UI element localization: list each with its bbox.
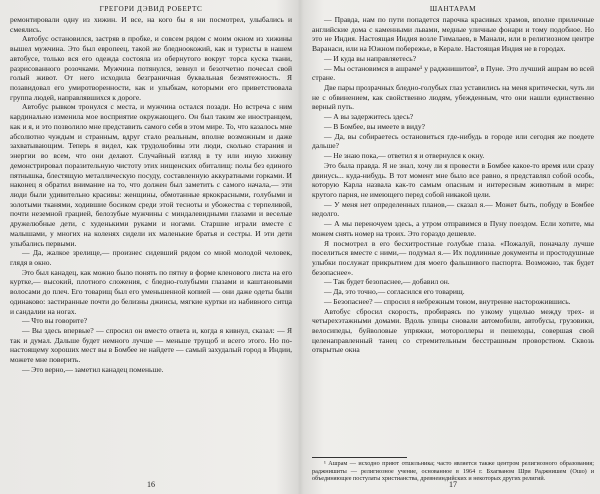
paragraph: Автобус остановился, застряв в пробке, и совсем рядом с моим окном из хижины вышел мужчина. Это был европеец, такой же бледноокожий, как и туристы в нашем автобусе, только вся его одежда состояла из обернутого вокруг торса куска ткани, разрисованного розочками. Мужчина потянулся, зевнул и безотчетно почесал свой голый живот. От него исходила безграничная буквальная безмятежность. Я позавидовал его умиротворенности, как и улыбкам, которыми его приветствовала группа людей, направлявшихся к дороге. [10, 34, 292, 102]
paragraph: — Да, вы собираетесь остановиться где-нибудь в городе или сегодня же поедете дальше? [312, 131, 594, 151]
paragraph: — Да, жалкое зрелище,— произнес сидевший рядом со мной молодой человек, глядя в окно. [10, 248, 292, 267]
paragraph: — В Бомбее, вы имеете в виду? [324, 121, 425, 131]
right-page [312, 4, 594, 490]
left-page-number: 16 [147, 480, 155, 489]
paragraph: — И куда вы направляетесь? [324, 53, 417, 63]
paragraph: — Мы остановимся в ашраме¹ у раджнишитов², в Пуне. Это лучший ашрам во всей стране. [312, 63, 594, 83]
left-page [10, 4, 292, 490]
footnote-rule [312, 457, 407, 458]
paragraph: — Не знаю пока,— ответил я и отвернулся к окну. [324, 151, 485, 161]
paragraph: ремонтировали одну из хижин. И все, на кого бы я ни посмотрел, улыбались и смеялись. [10, 15, 292, 34]
paragraph: Автобус рывком тронулся с места, и мужчина остался позади. Но встреча с ним кардинально изменила мое восприятие окружающего. Он был таким же иностранцем, как и я, и это позволило мне представить самого себя в этом мире. То, что казалось мне абсолютно чуждым и странным, вдруг стало реальным, вполне возможным и даже захватывающим. Теперь я видел, как трудолюбивы эти люди, сколько старания и энергии во всем, что они делают. Случайный взгляд в ту или иную хижину демонстрировал поразительную чистоту этих нищенских обиталищ: полы без единого пятнышка, блестящую металлическую посуду, составленную аккуратными горками. И наконец я обратил внимание на то, что должен был заметить с самого начала,— эти люди были удивительно красивы: женщины, обмотанные яркокрасными, голубыми и золотыми тканями, ходившие босиком среди этой тесноты и убожества с терпеливой, почти неземной грацией, белозубые мужчины с миндалевидными глазами и веселые дружелюбные дети, с худенькими руками и ногами. Старшие играли вместе с малышами, у многих на коленях сидели их маленькие братья и сестры. И эти дети улыбались первыми. [10, 102, 292, 248]
paragraph: Автобус сбросил скорость, пробираясь по узкому ущелью между трех- и четырехэтажными домами. Вдоль улицы сновали автомобили, автобусы, грузовики, велосипеды, буйволовые упряжки, мотороллеры и пешеходы, совершая свой целенаправленный танец со стремительным бесстрашным проворством. Сквозь открытые окна [312, 306, 594, 355]
right-running-head: ШАНТАРАМ [429, 5, 477, 13]
left-running-head: ГРЕГОРИ ДЭВИД РОБЕРТС [99, 5, 203, 13]
paragraph: — Это верно,— заметил канадец поменьше. [22, 364, 164, 374]
paragraph: Это была правда. Я не знал, хочу ли я провести в Бомбее какое-то время или сразу двинусь... куда-нибудь. В тот момент мне было все равно, я представлял собой особь, которую Карла назвала как-то самым опасным и интересным животным в мире: крутого парня, не имеющего перед собой никакой цели. [312, 160, 594, 199]
paragraph: — Так будет безопаснее,— добавил он. [324, 277, 450, 287]
paragraph: Это был канадец, как можно было понять по пятну в форме кленового листа на его куртке,— высокий, плотного сложения, с бледно-голубыми глазами и каштановыми волосами до плеч. Его товарищ был его уменьшенной копией — они даже одеты были одинаково: застиранные почти до белизны джинсы, мягкие куртки из набивного ситца и сандалии на ногах. [10, 267, 292, 316]
right-page-number: 17 [449, 480, 457, 489]
paragraph: — А вы задержитесь здесь? [324, 112, 414, 122]
paragraph: Две пары прозрачных бледно-голубых глаз уставились на меня критически, чуть ли не с обвинением, как свойственно людям, убежденным, что они нашли единственно верный путь. [312, 83, 594, 112]
paragraph: — Вы здесь впервые? — спросил он вместо ответа и, когда я кивнул, сказал: — Я так и думал. Дальше будет немного лучше — меньше трущоб и всего этого. Но по-настоящему хороших мест вы в Бомбее не найдете — самый захудалый город в Индии, можете мне поверить. [10, 326, 292, 365]
paragraph: — А мы переночуем здесь, а утром отправимся в Пуну поездом. Если хотите, мы можем снять номер на троих. Это гораздо дешевле. [312, 219, 594, 238]
left-page-text [10, 15, 292, 470]
paragraph: — Да, это точно,— согласился его товарищ. [324, 287, 465, 297]
paragraph: — Что вы говорите? [22, 316, 88, 326]
right-page-text [312, 15, 594, 455]
paragraph: Я посмотрел в его бесхитростные голубые глаза. «Пожалуй, поначалу лучше поселиться вместе с ними,— подумал я.— Их подлинные документы и простодушные улыбки послужат прикрытием для моего фальшивого паспорта. Возможно, так будет безопаснее». [312, 238, 594, 277]
paragraph: — Безопаснее? — спросил я небрежным тоном, внутренне насторожившись. [324, 296, 571, 306]
paragraph: — Правда, нам по пути попадется парочка красивых храмов, вполне приличные английские дома с каменными львами, медные уличные фонари и тому подобное. Но это не Индия. Настоящая Индия возле Гималаев, в Манали, или в религиозном центре Варанаси, или на Южном побережье, в Керале. Настоящая Индия не в городах. [312, 15, 594, 54]
footnote: ¹ Ашрам — исходно приют отшельника; часто является также центром религиозного образования; раджнишиты — религиозное учение, основанное в 1964 г. Бхагваном Шри Раджнишем (Ошо) и объединяющее постулаты христианства, древнеиндийских и некоторых других религий. [312, 460, 594, 483]
paragraph: — У меня нет определенных планов,— сказал я.— Может быть, побуду в Бомбее недолго. [312, 199, 594, 219]
